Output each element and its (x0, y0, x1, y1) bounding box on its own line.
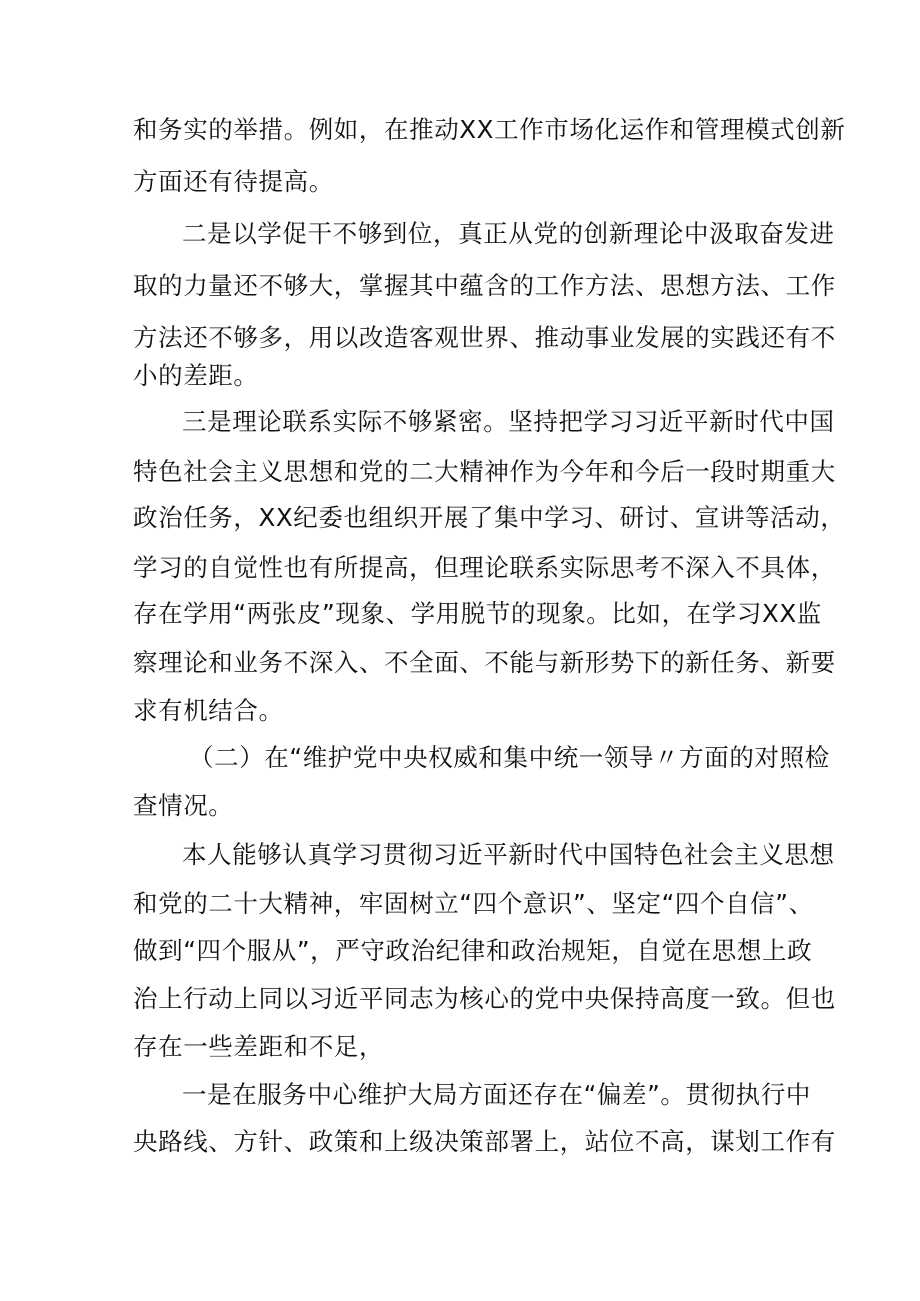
paragraph-first-line: 一是在服务中心维护大局方面还存在“偏差”。贯彻执行中 (182, 1080, 811, 1109)
paragraph-first-line: 三是理论联系实际不够紧密。坚持把学习习近平新时代中国 (182, 407, 835, 436)
body-text-line: 和务实的举措。例如，在推动XX工作市场化运作和管理模式创新 (133, 115, 846, 144)
body-text-line: 小的差距。 (133, 361, 259, 390)
body-text-line: 治上行动上同以习近平同志为核心的党中央保持高度一致。但也 (133, 984, 836, 1013)
body-text-line: 和党的二十大精神，牢固树立“四个意识”、坚定“四个自信”、 (133, 889, 814, 918)
body-text-line: 做到“四个服从”，严守政治纪律和政治规矩，自觉在思想上政 (133, 936, 813, 965)
body-text-line: 察理论和业务不深入、不全面、不能与新形势下的新任务、新要 (133, 648, 836, 677)
body-text-line: 存在学用“两张皮”现象、学用脱节的现象。比如，在学习XX监 (133, 599, 822, 628)
body-text-line: 政治任务，XX纪委也组织开展了集中学习、研讨、宣讲等活动， (133, 503, 846, 532)
paragraph-first-line: 本人能够认真学习贯彻习近平新时代中国特色社会主义思想 (182, 840, 835, 869)
body-text-line: 存在一些差距和不足， (133, 1032, 384, 1061)
body-text-line: 取的力量还不够大，掌握其中蕴含的工作方法、思想方法、工作 (133, 271, 836, 300)
body-text-line: 方面还有待提高。 (133, 167, 334, 196)
body-text-line: 特色社会主义思想和党的二大精神作为今年和今后一段时期重大 (133, 457, 836, 486)
body-text-line: 方法还不够多，用以改造客观世界、推动事业发展的实践还有不 (133, 323, 836, 352)
section-heading-line: 查情况。 (133, 791, 234, 820)
body-text-line: 学习的自觉性也有所提高，但理论联系实际思考不深入不具体， (133, 553, 836, 582)
paragraph-first-line: 二是以学促干不够到位，真正从党的创新理论中汲取奋发进 (182, 219, 835, 248)
section-heading-line: （二）在“维护党中央权威和集中统一领导〃方面的对照检 (189, 743, 830, 772)
body-text-line: 求有机结合。 (133, 696, 284, 725)
body-text-line: 央路线、方针、政策和上级决策部署上，站位不高，谋划工作有 (133, 1127, 836, 1156)
